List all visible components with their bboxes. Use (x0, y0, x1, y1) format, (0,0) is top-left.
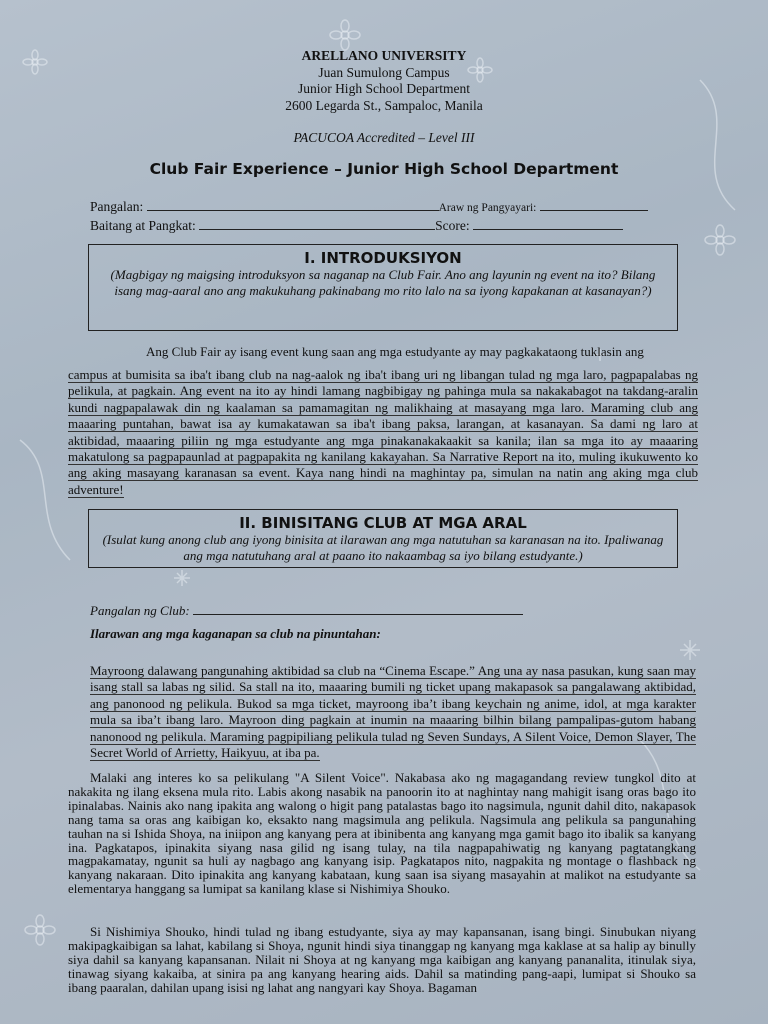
section-instructions: (Magbigay ng maigsing introduksyon sa naganap na Club Fair. Ano ang layunin ng event na ito? Bilang isang mag-aaral ano ang makukuhang pakinabang mo rito lalo na sa iyong kapakanan at kasanayan?) (110, 267, 656, 298)
describe-prompt: Ilarawan ang mga kaganapan sa club na pinuntahan: (90, 626, 381, 641)
club-paragraph-1 (90, 663, 696, 761)
department-name: Junior High School Department (297, 81, 471, 96)
intro-paragraph (68, 367, 698, 498)
page-title: Club Fair Experience – Junior High School Department (149, 160, 619, 178)
section-introduction-box (88, 244, 678, 331)
name-date-row (90, 198, 690, 217)
score-label: Score: (435, 218, 470, 233)
section-heading: I. INTRODUKSIYON (304, 249, 462, 267)
intro-text: campus at bumisita sa iba't ibang club na nag-aalok ng iba't ibang uri ng libangan tulad ng mga laro, pagpapalabas ng pelikula, at pagkain. Ang event na ito ay hindi lamang nagbibigay ng pahinga mula sa nakakabagot na takdang-aralin kundi nagpapalawak din ng kaalaman sa pamamagitan ng malikhaing at masayang mga laro. Maraming club ang maaaring puntahan, bawat isa ay kumakatawan sa iba't ibang paksa, larangan, at kasanayan. Sa dami ng laro at aktibidad, maaaring piliin ng mga estudyante ang mga pinakanakakaakit sa kanila; ilan sa mga ito ay maaaring makatulong sa pagpapaunlad at pagpapakita ng kanilang kakayahan. Sa Narrative Report na ito, muling ikukuwento ko ang aking masayang karanasan sa event. Kaya nang hindi na maghintay pa, simulan na natin ang aking mga club adventure! (68, 367, 698, 497)
paragraph-text: Mayroong dalawang pangunahing aktibidad sa club na “Cinema Escape.” Ang una ay nasa pasukan, kung saan may isang stall sa labas ng silid. Sa stall na ito, maaaring bumili ng ticket upang makapasok sa pangalawang aktibidad, ang panonood ng pelikula. Bukod sa mga ticket, mayroong iba’t ibang keychain ng anime, idol, at mga karakter mula sa iba’t ibang laro. Mayroon ding pagkain at inumin na maaaring bilhin bilang pampalipas-gutom habang nanonood ng pelikula. Maraming pagpipiliang pelikula tulad ng Seven Sundays, A Silent Voice, Demon Slayer, The Secret World of Arrietty, Haikyuu, at iba pa. (90, 663, 696, 761)
club-paragraph-2: Malaki ang interes ko sa pelikulang "A Silent Voice". Nakabasa ako ng magagandang review tungkol dito at nakakita ng ilang eksena mula rito. Labis akong nasabik na panoorin ito at naghintay nang mahigit isang oras bago ito ipinalabas. Nainis ako nang ipakita ang walong o higit pang patalastas bago ito nagsimula, ngunit dahil dito, nakapasok nang tama sa oras ang kaibigan ko, eksakto nang magsimula ang pelikula. Nagsimula ang pelikula sa pangunahing tauhan na si Ishida Shoya, na iniipon ang kanyang pera at ibinibenta ang kanyang mga gamit bago ito ibalik sa kanyang ina. Pagkatapos, ipinakita siyang nasa gilid ng isang tulay, na tila nagpapahiwatig ng kanyang pagtatangkang magpakamatay, ngunit sa huli ay nagbago ang kanyang isip. Pagkatapos nito, nagpakita ng montage o flashback ng kanyang nakaraan. Dito ipinakita ang kanyang kabataan, kung saan isa siyang masayahin at malikot na estudyante sa elementarya hanggang sa lumipat sa kanilang klase si Nishimiya Shouko. (68, 770, 696, 897)
club-name-field[interactable] (193, 602, 523, 615)
grade-section-label: Baitang at Pangkat: (90, 218, 196, 233)
university-name: ARELLANO UNIVERSITY (301, 48, 467, 63)
name-label: Pangalan: (90, 199, 144, 214)
date-label: Araw ng Pangyayari: (438, 202, 537, 214)
grade-score-row (90, 217, 690, 234)
section-instructions: (Isulat kung anong club ang iyong binisita at ilarawan ang mga natutuhan sa karanasan na ito. Ipaliwanag ang mga natutuhang aral at paano ito nakaambag sa iyo bilang estudyante.) (102, 532, 664, 563)
club-name-label: Pangalan ng Club: (90, 603, 190, 618)
campus-name: Juan Sumulong Campus (318, 64, 450, 80)
section-heading: II. BINISITANG CLUB AT MGA ARAL (239, 514, 527, 532)
date-field[interactable] (540, 198, 648, 211)
school-header (0, 48, 768, 114)
student-info-fields (90, 198, 690, 234)
accreditation-line: PACUCOA Accredited – Level III (293, 130, 475, 145)
name-field[interactable] (147, 198, 439, 211)
club-paragraph-3: Si Nishimiya Shouko, hindi tulad ng ibang estudyante, siya ay may kapansanan, isang bingi. Sinubukan niyang makipagkaibigan sa lahat, kabilang si Shoya, ngunit hindi siya tinanggap ng kanyang mga kaklase at sa halip ay binully siya dahil sa kanyang kapansanan. Nilait ni Shoya at ng kanyang mga kaibigan ang kanyang pananalita, itinulak siya, tinawag siyang kakaiba, at sinira pa ang kanyang hearing aids. Dahil sa matinding pang-aapi, lumipat si Shouko sa ibang paaralan, dahilan upang isisi ng lahat ang nangyari kay Shoya. Bagaman (68, 924, 696, 995)
score-field[interactable] (473, 217, 623, 230)
grade-section-field[interactable] (199, 217, 435, 230)
intro-first-line: Ang Club Fair ay isang event kung saan ang mga estudyante ay may pagkakataong tuklasin ang (146, 344, 644, 359)
school-address: 2600 Legarda St., Sampaloc, Manila (285, 97, 483, 113)
club-name-row (90, 602, 523, 619)
section-club-box (88, 509, 678, 568)
